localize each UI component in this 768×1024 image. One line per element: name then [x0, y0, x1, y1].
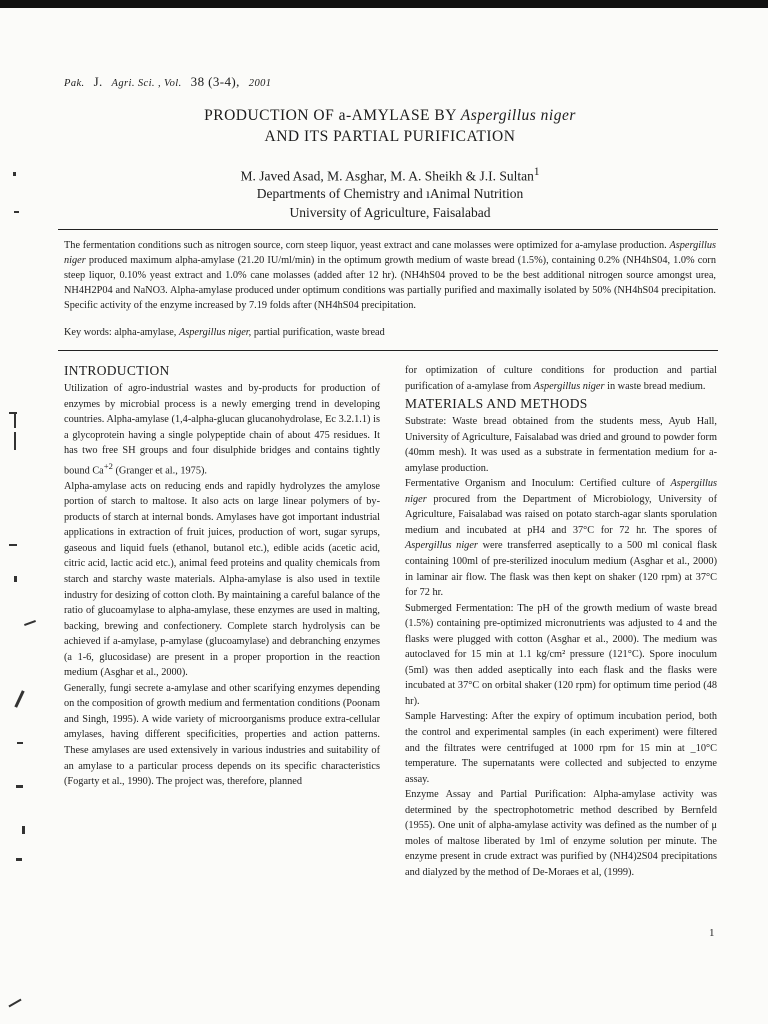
ferm-species-2: Aspergillus niger — [405, 540, 478, 552]
abstract-top-rule — [58, 229, 718, 230]
page-number: 1 — [709, 927, 715, 939]
ferm-text-1: Fermentative Organism and Inoculum: Certified culture of — [405, 478, 665, 490]
introduction-heading: INTRODUCTION — [64, 363, 170, 378]
author-names: M. Javed Asad, M. Asghar, M. A. Sheikh & J.I. Sultan — [240, 168, 534, 184]
abstract-text-1: The fermentation conditions such as nitrogen source, corn steep liquor, yeast extract and cane molasses were optimized for a-amylase production. — [64, 240, 667, 251]
keywords-pre: alpha-amylase, — [114, 327, 177, 338]
intro-paragraph-3-continued — [405, 363, 717, 394]
scan-mark — [14, 211, 19, 213]
scan-mark — [13, 172, 16, 176]
paper-title-line-1 — [90, 107, 690, 125]
methods-submerged-fermentation: Submerged Fermentation: The pH of the growth medium of waste bread (1.5%) containing pre-optimized micronutrients was adjusted to 4 and the flasks were plugged with cotton (Asghar et al., 2000). The medium was autoclaved for 15 min at 1.1 kg/cm² pressure (121°C). Spore inoculum (5ml) was then added aseptically into each flask and the flasks were incubated at 37°C on orbital shaker (120 rpm) for optimum time period (48 hr). — [405, 602, 717, 707]
journal-year: 2001 — [248, 78, 272, 89]
title-species: Aspergillus niger — [460, 107, 576, 124]
scan-mark — [16, 785, 23, 788]
keywords-post: partial purification, waste bread — [253, 327, 385, 338]
title-text: PRODUCTION OF a-AMYLASE BY — [204, 107, 457, 124]
top-border — [0, 0, 768, 8]
journal-volume: 38 (3-4), — [190, 74, 240, 89]
affiliation-departments: Departments of Chemistry and ıAnimal Nutrition — [256, 186, 524, 201]
ferm-text-3: were transferred aseptically to a 500 ml conical flask containing 100ml of pre-sterilized inoculum medium (Asghar et al., 2000) in laminar air flow. The flask was then kept on shaker (120 rpm) at 37°C for 72 hr. — [405, 540, 718, 599]
paper-title-line-2: AND ITS PARTIAL PURIFICATION — [264, 128, 516, 145]
affiliation-marker: 1 — [533, 166, 540, 178]
intro-p1-text: Utilization of agro-industrial wastes and by-products for production of enzymes by microbial process is a newly emerging trend in developing countries. Alpha-amylase (1,4-alpha-glucan glucanohydrolase, Ec 3.2.1.1) is a glycoprotein having a single polypeptide chain of about 475 residues. It has two free SH groups and four disulphide bridges and contains tightly bound Ca — [64, 383, 380, 477]
scan-mark — [8, 999, 21, 1008]
intro-cont-end: in waste bread medium. — [607, 380, 706, 392]
affiliation-university: University of Agriculture, Faisalabad — [289, 205, 491, 220]
scan-mark — [17, 742, 23, 744]
ferm-species-1: Aspergillus niger — [405, 478, 717, 505]
author-list — [90, 166, 690, 185]
keywords-species: Aspergillus niger, — [178, 327, 252, 338]
left-column — [64, 363, 380, 790]
intro-cont-text: for optimization of culture conditions for production and partial purification of a-amylase from — [405, 365, 717, 392]
methods-sample-harvesting: Sample Harvesting: After the expiry of optimum incubation period, both the control and experimental samples (in each experiment) were filtered and the filtrates were centrifuged at 1000 rpm for 15 min at _10°C temperature. The supernatants were collected and subjected to enzyme assay. — [405, 711, 717, 785]
keywords-label: Key words: — [64, 327, 112, 338]
ferm-text-2: procured from the Department of Microbiology, University of Agriculture, Faisalabad was raised on potato starch-agar slants sporulation medium and incubated at pH4 and 37°C for 72 hr. The spores of — [405, 493, 718, 536]
intro-cont-species: Aspergillus niger — [533, 380, 605, 392]
intro-p1-citation: (Granger et al., 1975). — [115, 465, 207, 477]
methods-fermentative-organism — [405, 476, 717, 600]
methods-heading: MATERIALS AND METHODS — [405, 396, 588, 412]
scan-mark — [14, 414, 16, 428]
abstract — [64, 238, 716, 313]
intro-paragraph-2: Alpha-amylase acts on reducing ends and rapidly hydrolyzes the amylose portion of starch to maltose. It also acts on large linear polymers of by-products of starch at internal bonds. Amylases have got important industrial applications in extraction of fruit juices, production of wort, sugar syrups, gaseous and liquid fuels (ethanol, butanol etc.), edible acids (acetic acid, citric acid, lactic acid etc.), animal feed proteins and quality chemicals from starch and starchy waste materials. Alpha-amylase is also used in textile industry for desizing of cotton cloth. By maintaining a careful balance of the ratio of glucoamylase to alpha-amylase, these enzymes are used in malting, backing, brewing and confectionery. Complete starch hydrolysis can be achieved if a-amylase, p-amylase (glucoamylase) and debranching enzymes (a 1-6, glucosidase) are present in a proper proportion in the reaction medium (Asghar et al., 2000). — [64, 480, 380, 679]
scan-mark — [22, 826, 25, 834]
methods-enzyme-assay: Enzyme Assay and Partial Purification: Alpha-amylase activity was determined by the spectrophotometric method described by Bernfeld (1955). One unit of alpha-amylase activity was defined as the number of μ moles of maltose liberated by 1ml of enzyme solution per minute. The enzyme present in crude extract was purified by (NH4)2S04 precipitations and dialyzed by the method of De-Moraes et al, (1999). — [405, 789, 717, 878]
scan-mark — [16, 858, 22, 861]
journal-name-rest: Agri. Sci. , Vol. — [111, 78, 182, 89]
abstract-text-2: produced maximum alpha-amylase (21.20 IU/ml/min) in the optimum growth medium of waste bread (1.5%), containing 0.2% (NH4hS04, 1.0% corn steep liquor, 0.10% yeast extract and 1.0% cane molasses (added after 12 hr). (NH4hS04 proved to be the best additional nitrogen source amongst urea, NH4H2P04 and NaNO3. Alpha-amylase produced under optimum conditions was partially purified and maximally isolated by 50% (NH4hS04 precipitation. Specific activity of the enzyme increased by 7.19 folds after (NH4hS04 precipitation. — [64, 255, 717, 312]
right-column — [405, 363, 717, 881]
scan-mark — [14, 690, 24, 708]
keywords — [64, 327, 716, 338]
abstract-bottom-rule — [58, 350, 718, 351]
calcium-charge: +2 — [103, 460, 113, 471]
journal-header — [64, 74, 271, 90]
scan-mark — [14, 432, 16, 450]
scan-mark — [9, 544, 17, 546]
journal-letter: J. — [93, 74, 103, 89]
intro-paragraph-3: Generally, fungi secrete a-amylase and other scarifying enzymes depending on the composition of growth medium and fermentation conditions (Poonam and Singh, 1995). A wide variety of microorganisms produce extra-cellular amylases, having different specificities, properties and action patterns. These amylases are used extensively in various industries and suitability of an amylase to a particular process depends on its specific characteristics (Fogarty et al., 1990). The project was, therefore, planned — [64, 682, 381, 788]
scan-mark — [14, 576, 17, 582]
scan-mark — [24, 620, 36, 626]
methods-substrate: Substrate: Waste bread obtained from the students mess, Ayub Hall, University of Agriculture, Faisalabad was dried and ground to powder form (40mm mesh). It was used as a substrate in fermentation medium for a-amylase production. — [405, 416, 717, 474]
journal-name: Pak. — [64, 78, 85, 89]
intro-paragraph-1 — [64, 381, 380, 479]
abstract-species: Aspergillus niger — [64, 240, 716, 267]
